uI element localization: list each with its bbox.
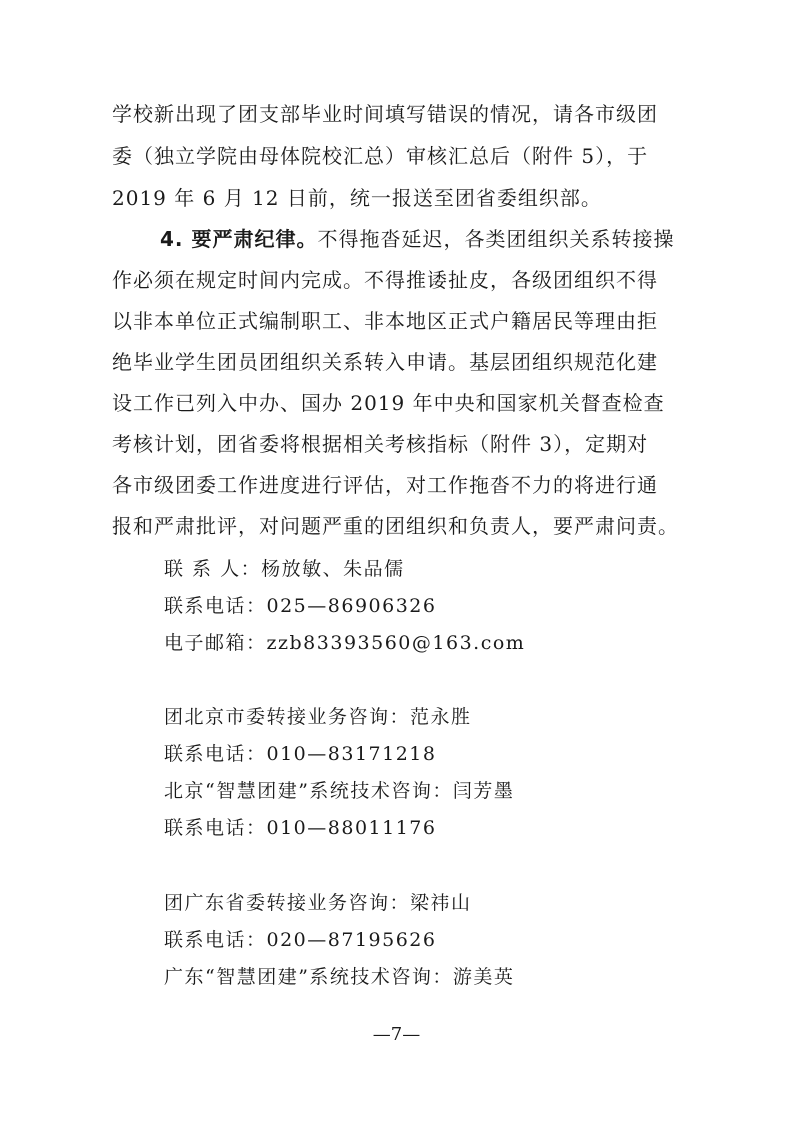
paragraph-line: 委（独立学院由母体院校汇总）审核汇总后（附件 5），于: [112, 144, 649, 168]
contact-phone: 联系电话：025—86906326: [164, 595, 437, 617]
section-heading: 4. 要严肃纪律。: [160, 227, 318, 251]
paragraph-line: 各市级团委工作进度进行评估，对工作拖沓不力的将进行通: [112, 473, 658, 497]
paragraph-line: 绝毕业学生团员团组织关系转入申请。基层团组织规范化建: [112, 350, 658, 374]
paragraph-line: 报和严肃批评，对问题严重的团组织和负责人，要严肃问责。: [112, 514, 679, 538]
beijing-transfer-phone: 联系电话：010—83171218: [164, 743, 437, 765]
guangdong-transfer-contact: 团广东省委转接业务咨询：梁祎山: [164, 892, 472, 914]
page-number: —7—: [372, 1024, 421, 1045]
paragraph-text: 不得拖沓延迟，各类团组织关系转接操: [317, 227, 675, 251]
beijing-tech-phone: 联系电话：010—88011176: [164, 817, 437, 839]
paragraph-line: 考核计划，团省委将根据相关考核指标（附件 3），定期对: [112, 432, 649, 456]
guangdong-tech-contact: 广东“智慧团建”系统技术咨询：游美英: [164, 966, 515, 988]
contact-person: 联 系 人：杨放敏、朱品儒: [164, 558, 405, 580]
paragraph-line: 设工作已列入中办、国办 2019 年中央和国家机关督查检查: [112, 391, 665, 415]
paragraph-line: 作必须在规定时间内完成。不得推诿扯皮，各级团组织不得: [112, 268, 658, 292]
beijing-transfer-contact: 团北京市委转接业务咨询：范永胜: [164, 706, 472, 728]
paragraph-first-line: [160, 225, 674, 253]
paragraph-line: 以非本单位正式编制职工、非本地区正式户籍居民等理由拒: [112, 309, 658, 333]
paragraph-line: 2019 年 6 月 12 日前，统一报送至团省委组织部。: [112, 186, 602, 210]
paragraph-line: 学校新出现了团支部毕业时间填写错误的情况，请各市级团: [112, 102, 658, 126]
contact-email: 电子邮箱：zzb83393560@163.com: [164, 632, 526, 654]
guangdong-transfer-phone: 联系电话：020—87195626: [164, 929, 437, 951]
beijing-tech-contact: 北京“智慧团建”系统技术咨询：闫芳墨: [164, 780, 515, 802]
